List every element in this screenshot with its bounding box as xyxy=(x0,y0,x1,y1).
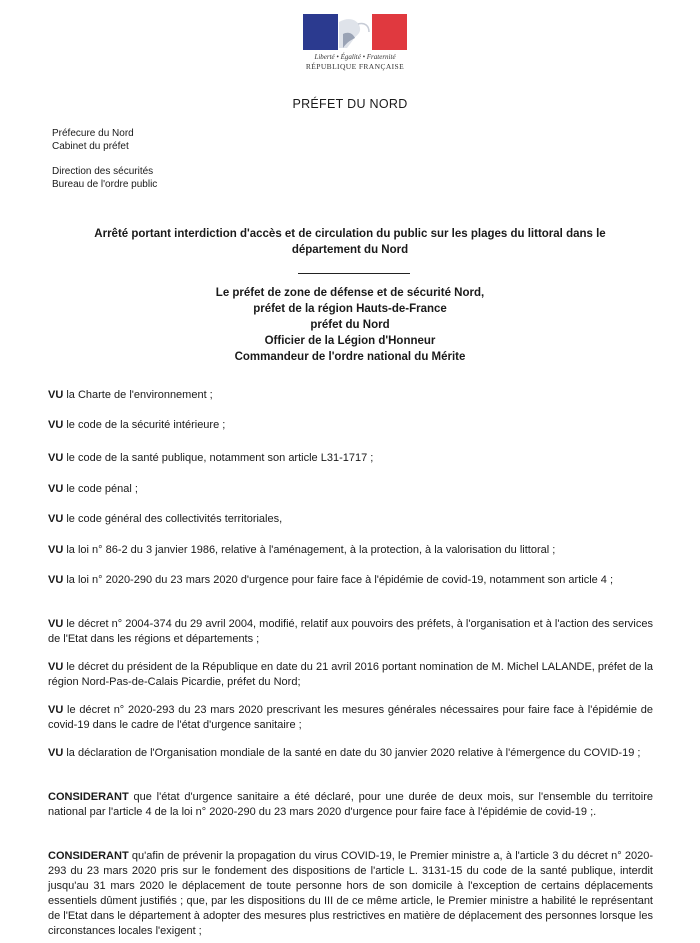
visa-paragraph: VU le décret du président de la République en date du 21 avril 2016 portant nomination de M. Michel LALANDE, préfet de la région Nord-Pas-de-Calais Picardie, préfet du Nord; xyxy=(48,661,653,688)
republic-logo xyxy=(298,14,412,71)
considerant-paragraph: CONSIDERANT que l'état d'urgence sanitaire a été déclaré, pour une durée de deux mois, sur l'ensemble du territoire national par l'article 4 de la loi n° 2020-290 du 23 mars 2020 d'urgence pour faire face à l'épidémie de covid-19 ;. xyxy=(48,791,653,818)
authority-block xyxy=(60,285,640,365)
service-line: Préfecure du Nord xyxy=(52,128,134,139)
prefet-heading: PRÉFET DU NORD xyxy=(292,97,408,111)
visa-paragraph: VU le décret n° 2020-293 du 23 mars 2020 prescrivant les mesures générales nécessaires pour faire face à l'épidémie de covid-19 dans le cadre de l'état d'urgence sanitaire ; xyxy=(48,704,653,731)
republic-motto: Liberté • Égalité • Fraternité xyxy=(314,53,396,61)
service-line: Direction des sécurités xyxy=(52,166,154,177)
authority-line: préfet du Nord xyxy=(310,319,390,331)
authority-line: préfet de la région Hauts-de-France xyxy=(253,303,447,315)
service-block-securite xyxy=(52,166,157,191)
visa-paragraph: VU le code pénal ; xyxy=(48,483,138,495)
republic-name: RÉPUBLIQUE FRANÇAISE xyxy=(305,62,405,71)
visa-paragraph: VU la loi n° 86-2 du 3 janvier 1986, relative à l'aménagement, à la protection, à la valorisation du littoral ; xyxy=(48,544,556,556)
authority-line: Commandeur de l'ordre national du Mérite xyxy=(234,351,466,363)
visa-paragraph: VU la déclaration de l'Organisation mondiale de la santé en date du 30 janvier 2020 relative à l'émergence du COVID-19 ; xyxy=(48,747,641,759)
arrete-title: Arrêté portant interdiction d'accès et de circulation du public sur les plages du littoral dans le département du Nord xyxy=(94,228,606,256)
visa-paragraph: VU le code général des collectivités territoriales, xyxy=(48,513,283,525)
title-divider xyxy=(298,273,410,274)
authority-line: Officier de la Légion d'Honneur xyxy=(264,335,436,347)
considerant-paragraph: CONSIDERANT qu'afin de prévenir la propagation du virus COVID-19, le Premier ministre a, à l'article 3 du décret n° 2020-293 du 23 mars 2020 pris sur le fondement des dispositions de l'article L. 3131-15 du code de la santé publique, interdit jusqu'au 31 mars 2020 le déplacement de toute personne hors de son domicile à l'exception de certains déplacements essentiels dûment justifiés ; que, par les dispositions du III de ce même article, le Premier ministre a habilité le représentant de l'Etat dans le département à adopter des mesures plus restrictives en matière de déplacement des personnes lorsque les circonstances locales l'exigent ; xyxy=(48,850,653,937)
service-block-cabinet xyxy=(52,128,134,153)
authority-line: Le préfet de zone de défense et de sécurité Nord, xyxy=(215,287,485,299)
visa-paragraph: VU la loi n° 2020-290 du 23 mars 2020 d'urgence pour faire face à l'épidémie de covid-19, notamment son article 4 ; xyxy=(48,574,614,586)
marianne-flag-icon xyxy=(303,14,407,50)
service-line: Bureau de l'ordre public xyxy=(52,178,158,190)
visa-paragraph: VU la Charte de l'environnement ; xyxy=(48,389,213,401)
visa-paragraph: VU le code de la sécurité intérieure ; xyxy=(48,419,226,431)
visa-paragraph: VU le décret n° 2004-374 du 29 avril 2004, modifié, relatif aux pouvoirs des préfets, à l'organisation et à l'action des services de l'Etat dans les régions et départements ; xyxy=(48,618,653,645)
service-line: Cabinet du préfet xyxy=(52,140,129,152)
visa-paragraph: VU le code de la santé publique, notamment son article L31-1717 ; xyxy=(48,452,374,464)
